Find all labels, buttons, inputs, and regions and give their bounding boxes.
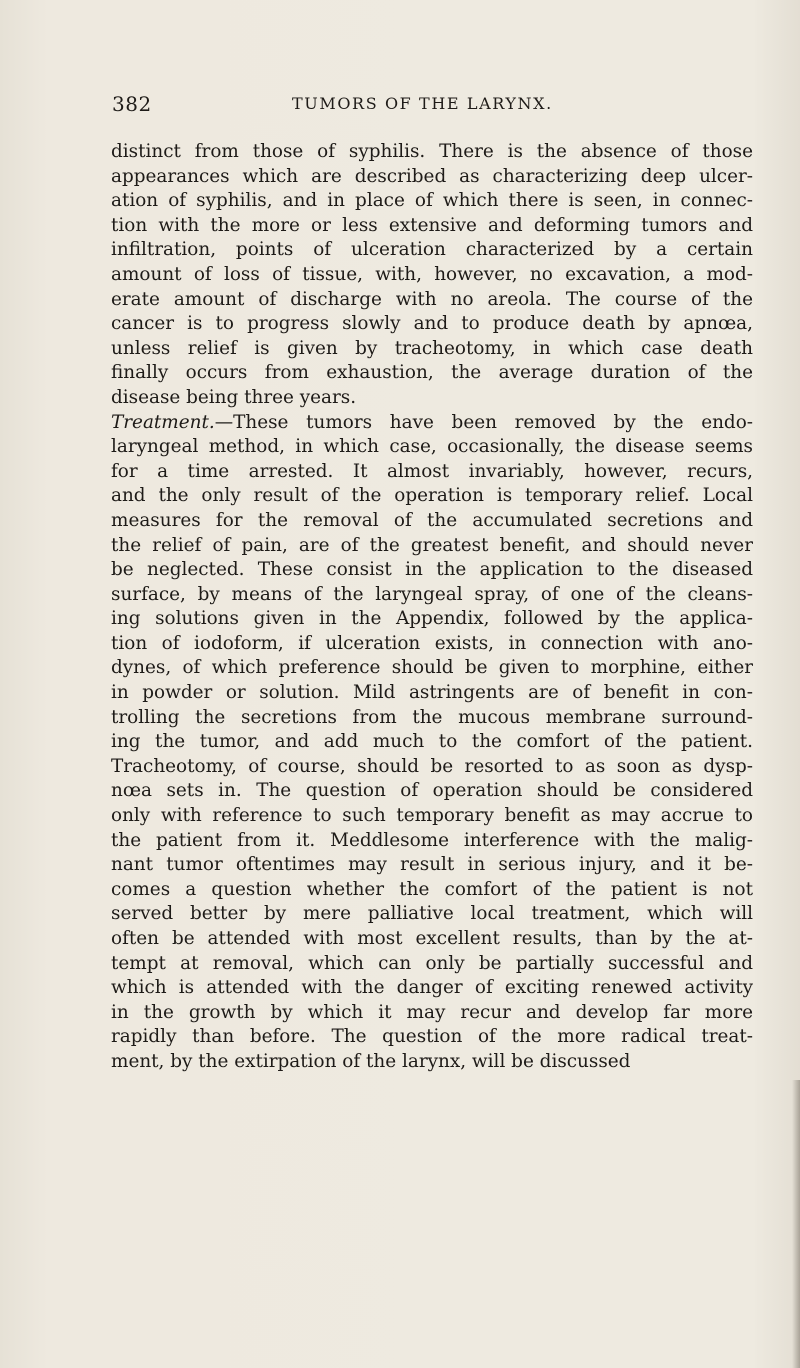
text-line: served better by mere palliative local treatment, which will bbox=[111, 903, 753, 925]
text-line: which is attended with the danger of exciting renewed activity bbox=[111, 977, 753, 999]
page-number: 382 bbox=[112, 92, 152, 116]
section-heading-treatment: Treatment. bbox=[111, 411, 215, 433]
text-line: nant tumor oftentimes may result in serious injury, and it be- bbox=[111, 854, 753, 876]
text-line: ment, by the extirpation of the larynx, will be discussed bbox=[111, 1050, 631, 1072]
text-line: rapidly than before. The question of the more radical treat- bbox=[111, 1026, 753, 1048]
text-line: infiltration, points of ulceration characterized by a certain bbox=[111, 239, 753, 261]
text-line: in powder or solution. Mild astringents are of benefit in con- bbox=[111, 682, 753, 704]
text-line: surface, by means of the laryngeal spray, of one of the cleans- bbox=[111, 583, 753, 605]
text-line: the relief of pain, are of the greatest benefit, and should never bbox=[111, 534, 753, 556]
text-line: unless relief is given by tracheotomy, in which case death bbox=[111, 337, 753, 359]
text-line: ation of syphilis, and in place of which there is seen, in connec- bbox=[111, 190, 753, 212]
text-line: be neglected. These consist in the application to the diseased bbox=[111, 559, 753, 581]
page-header bbox=[112, 92, 752, 118]
text-line: in the growth by which it may recur and develop far more bbox=[111, 1001, 753, 1023]
text-line: tempt at removal, which can only be partially successful and bbox=[111, 952, 753, 974]
text-line: distinct from those of syphilis. There is the absence of those bbox=[111, 141, 753, 162]
text-line: trolling the secretions from the mucous membrane surround- bbox=[111, 706, 753, 728]
text-line: only with reference to such temporary benefit as may accrue to bbox=[111, 805, 753, 827]
text-line: ing solutions given in the Appendix, followed by the applica- bbox=[111, 608, 753, 630]
text-line: Tracheotomy, of course, should be resorted to as soon as dysp- bbox=[111, 755, 753, 777]
text-line: ing the tumor, and add much to the comfort of the patient. bbox=[111, 731, 753, 753]
text-line: appearances which are described as characterizing deep ulcer- bbox=[111, 165, 753, 187]
text-line: the patient from it. Meddlesome interference with the malig- bbox=[111, 829, 753, 851]
text-line: nœa sets in. The question of operation should be considered bbox=[111, 780, 753, 802]
text-line: comes a question whether the comfort of the patient is not bbox=[111, 878, 753, 900]
text-line: amount of loss of tissue, with, however, no excavation, a mod- bbox=[111, 263, 753, 285]
body-text bbox=[111, 140, 753, 1075]
text-line: finally occurs from exhaustion, the average duration of the bbox=[111, 362, 753, 384]
text-line: tion of iodoform, if ulceration exists, in connection with ano- bbox=[111, 632, 753, 654]
text-line: laryngeal method, in which case, occasionally, the disease seems bbox=[111, 436, 753, 458]
text-line: measures for the removal of the accumulated secretions and bbox=[111, 509, 753, 531]
text-fragment: —These tumors have been removed by the endo- bbox=[214, 411, 753, 433]
text-line bbox=[111, 411, 753, 436]
page-edge-shadow bbox=[792, 1080, 800, 1368]
text-line: often be attended with most excellent results, than by the at- bbox=[111, 928, 753, 949]
text-line: for a time arrested. It almost invariably, however, recurs, bbox=[111, 460, 753, 482]
text-line: and the only result of the operation is temporary relief. Local bbox=[111, 485, 753, 507]
text-line: disease being three years. bbox=[111, 386, 357, 408]
text-line: erate amount of discharge with no areola. The course of the bbox=[111, 288, 753, 310]
text-line: dynes, of which preference should be given to morphine, either bbox=[111, 657, 753, 679]
running-head: TUMORS OF THE LARYNX. bbox=[292, 94, 553, 113]
text-line: cancer is to progress slowly and to produce death by apnœa, bbox=[111, 313, 753, 335]
text-line: tion with the more or less extensive and deforming tumors and bbox=[111, 214, 753, 236]
